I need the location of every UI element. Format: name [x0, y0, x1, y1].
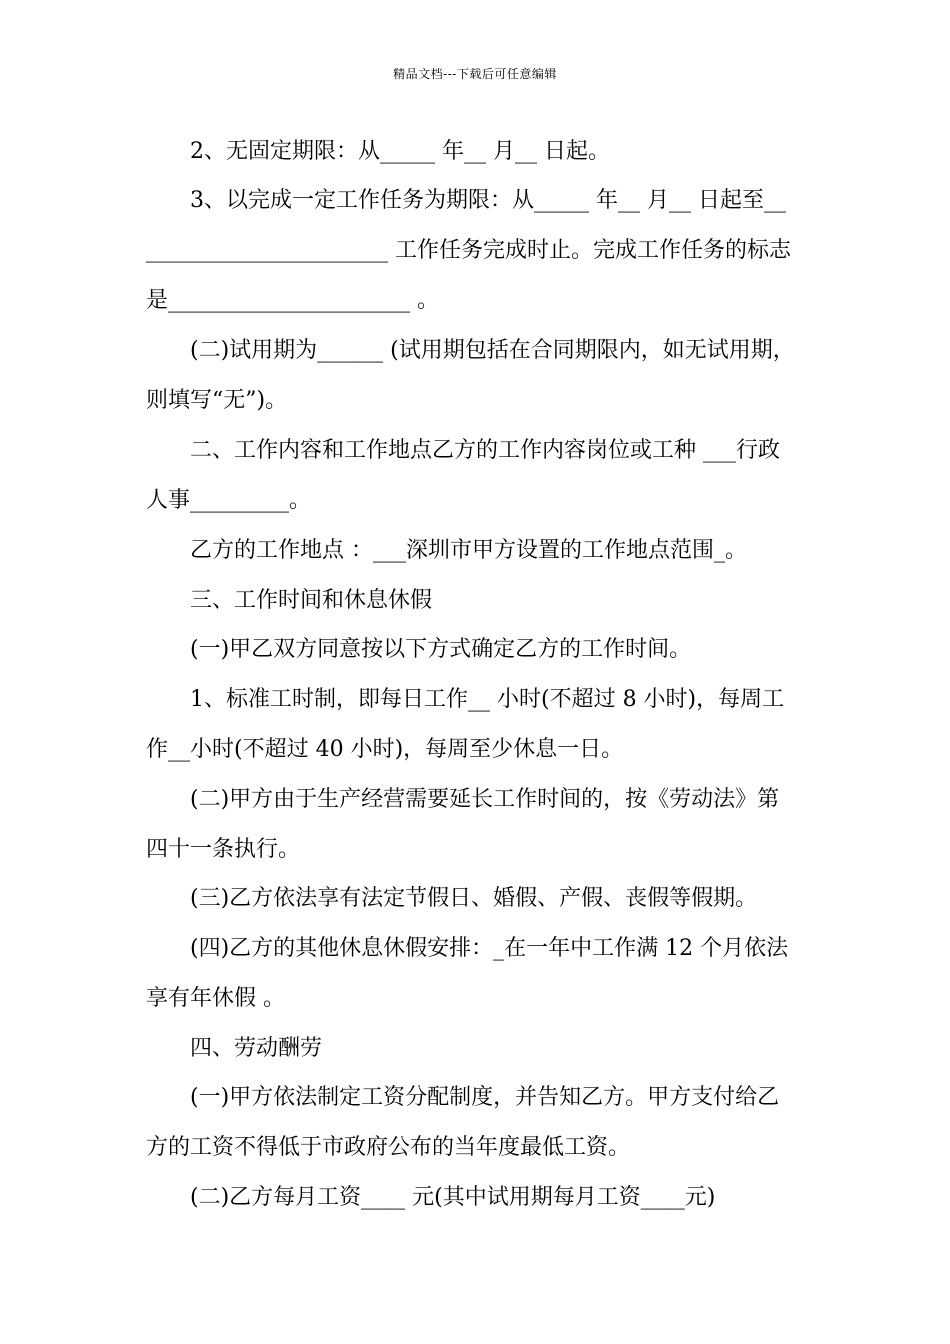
- section-heading-work-hours: 三、工作时间和休息休假: [190, 588, 433, 613]
- text-line-work-location: 乙方的工作地点 ：___深圳市甲方设置的工作地点范围_。: [190, 538, 747, 563]
- text-line-wage-system: (一)甲方依法制定工资分配制度，并告知乙方。甲方支付给乙: [190, 1085, 780, 1110]
- text-line-standard-hours-cont: 作__小时(不超过 40 小时)，每周至少休息一日。: [146, 737, 624, 762]
- text-line-job-content-cont: 人事_________。: [146, 488, 312, 513]
- text-line-overtime-cont: 四十一条执行。: [146, 837, 301, 862]
- text-line-term-indefinite: 2、无固定期限：从_____ 年__ 月__ 日起。: [190, 139, 610, 164]
- text-line-holidays: (三)乙方依法享有法定节假日、婚假、产假、丧假等假期。: [190, 886, 758, 911]
- page-header: 精品文档---下载后可任意编辑: [393, 67, 557, 81]
- text-line-probation-cont: 则填写“无”)。: [146, 388, 288, 413]
- text-line-term-task: 3、以完成一定工作任务为期限：从_____ 年__ 月__ 日起至__: [190, 188, 786, 213]
- text-line-work-hours-agree: (一)甲乙双方同意按以下方式确定乙方的工作时间。: [190, 637, 692, 662]
- section-heading-remuneration: 四、劳动酬劳: [190, 1036, 323, 1061]
- text-line-job-content: 二、工作内容和工作地点乙方的工作内容岗位或工种 ___行政: [190, 438, 780, 463]
- text-line-probation: (二)试用期为______ (试用期包括在合同期限内，如无试用期，: [190, 338, 795, 363]
- text-line-wage-system-cont: 方的工资不得低于市政府公布的当年度最低工资。: [146, 1135, 631, 1160]
- text-line-other-leave: (四)乙方的其他休息休假安排：_在一年中工作满 12 个月依法: [190, 936, 789, 961]
- text-line-standard-hours: 1、标准工时制，即每日工作__ 小时(不超过 8 小时)，每周工: [190, 687, 785, 712]
- text-line-task-completion: ______________________ 工作任务完成时止。完成工作任务的标志: [146, 238, 791, 263]
- text-line-task-marker: 是______________________ 。: [146, 288, 439, 313]
- text-line-monthly-wage: (二)乙方每月工资____ 元(其中试用期每月工资____元): [190, 1185, 716, 1210]
- text-line-overtime: (二)甲方由于生产经营需要延长工作时间的，按《劳动法》第: [190, 787, 780, 812]
- text-line-other-leave-cont: 享有年休假 。: [146, 986, 285, 1011]
